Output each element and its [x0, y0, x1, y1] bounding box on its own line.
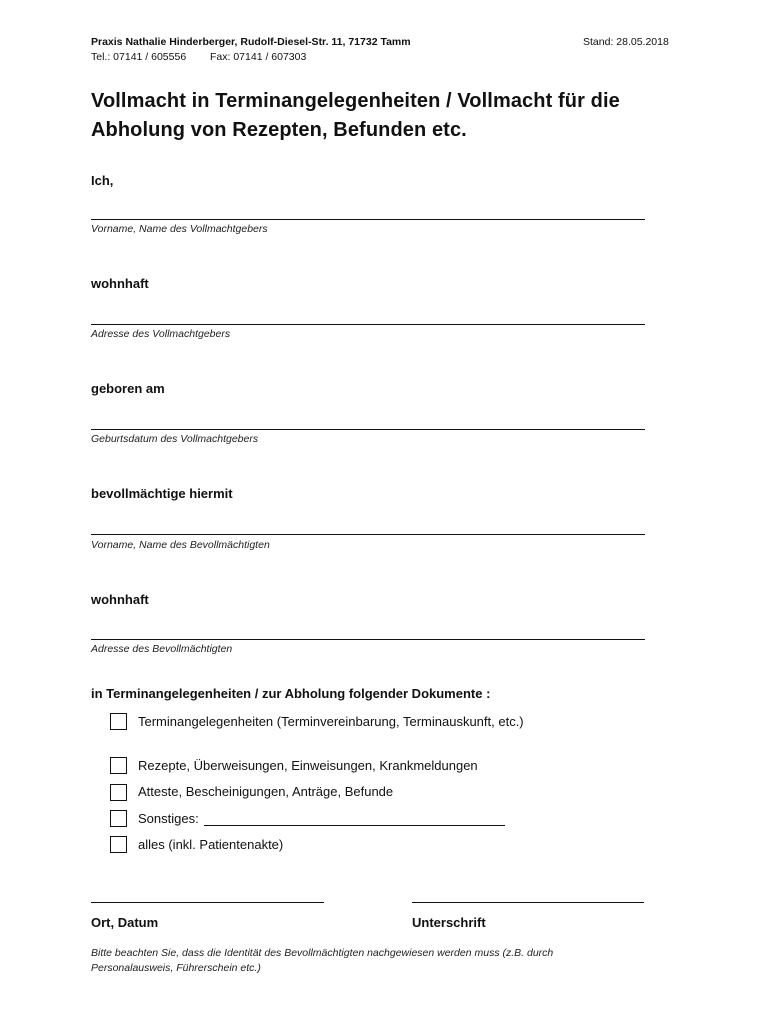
practice-fax: Fax: 07141 / 607303: [210, 51, 307, 63]
birth-date-caption: Geburtsdatum des Vollmachtgebers: [91, 433, 259, 445]
principal-name-line[interactable]: [91, 219, 645, 220]
checkbox-certificates[interactable]: [110, 784, 127, 801]
field-label-agent-address: wohnhaft: [91, 592, 149, 607]
field-label-agent-name: bevollmächtige hiermit: [91, 486, 233, 501]
option-certificates-label: Atteste, Bescheinigungen, Anträge, Befunde: [138, 784, 394, 799]
option-all-label: alles (inkl. Patientenakte): [138, 837, 284, 852]
identity-note-line2: Personalausweis, Führerschein etc.): [91, 962, 261, 974]
place-date-line[interactable]: [91, 902, 324, 903]
option-appointments-label: Terminangelegenheiten (Terminvereinbarung, Terminauskunft, etc.): [138, 714, 524, 729]
checkbox-other[interactable]: [110, 810, 127, 827]
principal-name-caption: Vorname, Name des Vollmachtgebers: [91, 223, 268, 235]
practice-phone: Tel.: 07141 / 605556: [91, 51, 187, 63]
other-text-line[interactable]: [204, 825, 505, 826]
signature-label: Unterschrift: [412, 915, 486, 930]
identity-note-line1: Bitte beachten Sie, dass die Identität des Bevollmächtigten nachgewiesen werden muss (z.B. durch: [91, 947, 554, 959]
agent-name-caption: Vorname, Name des Bevollmächtigten: [91, 539, 270, 551]
principal-address-line[interactable]: [91, 324, 645, 325]
checkbox-all[interactable]: [110, 836, 127, 853]
agent-address-caption: Adresse des Bevollmächtigten: [91, 643, 233, 655]
signature-line[interactable]: [412, 902, 644, 903]
document-title-line2: Abholung von Rezepten, Befunden etc.: [91, 119, 467, 141]
principal-address-caption: Adresse des Vollmachtgebers: [91, 328, 231, 340]
agent-name-line[interactable]: [91, 534, 645, 535]
option-prescriptions-label: Rezepte, Überweisungen, Einweisungen, Krankmeldungen: [138, 758, 478, 773]
birth-date-line[interactable]: [91, 429, 645, 430]
documents-heading: in Terminangelegenheiten / zur Abholung folgender Dokumente :: [91, 686, 491, 701]
document-title-line1: Vollmacht in Terminangelegenheiten / Vollmacht für die: [91, 90, 620, 112]
field-label-principal-name: Ich,: [91, 173, 114, 188]
checkbox-appointments[interactable]: [110, 713, 127, 730]
checkbox-prescriptions[interactable]: [110, 757, 127, 774]
agent-address-line[interactable]: [91, 639, 645, 640]
place-date-label: Ort, Datum: [91, 915, 159, 930]
option-other-label: Sonstiges:: [138, 811, 199, 826]
stand-date: Stand: 28.05.2018: [583, 36, 669, 48]
field-label-birth-date: geboren am: [91, 381, 165, 396]
field-label-principal-address: wohnhaft: [91, 276, 149, 291]
practice-address: Praxis Nathalie Hinderberger, Rudolf-Diesel-Str. 11, 71732 Tamm: [91, 36, 411, 48]
